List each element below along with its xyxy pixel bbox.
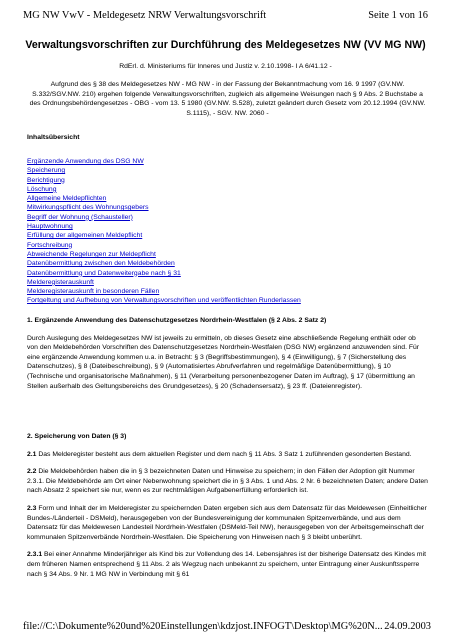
section-1	[27, 316, 428, 391]
section-2-heading: 2. Speicherung von Daten (§ 3)	[27, 433, 127, 440]
toc-item[interactable]	[27, 194, 301, 203]
toc-item[interactable]	[27, 213, 301, 222]
toc-link[interactable]: Melderegisterauskunft	[27, 278, 94, 286]
header-doc-title: MG NW VwV - Meldegesetz NRW Verwaltungsvorschrift	[23, 10, 267, 21]
section-1-body: Durch Auslegung des Meldegesetzes NW ist jeweils zu ermitteln, ob dieses Gesetz eine abschließende Regelung enthält oder ob von den Meldebehörden Vorschriften des Datenschutzgesetzes Nordrhein-Westfalen (DSG NW) ergänzend anzuwenden sind. Für eine ergänzende Anwendung kommen u.a. in Betracht: § 3 (Begriffsbestimmungen), § 4 (Einwilligung), § 7 (Sicherstellung des Datenschutzes), § 8 (Dateibeschreibung), § 9 (Automatisiertes Abrufverfahren und regelmäßige Datenübermittlung), § 10 (Technische und organisatorische Maßnahmen), § 11 (Verarbeitung personenbezogener Daten im Auftrag), § 17 (übermittlung an Stellen außerhalb des Geltungsbereichs des Grundgesetzes), § 20 (Schadensersatz), § 23 ff. (Dateienregister).	[27, 334, 420, 390]
paragraph-text: Die Meldebehörden haben die in § 3 bezeichneten Daten und Hinweise zu speichern; in den Fällen der Adoption gilt Nummer 2.3.1. Die Meldebehörde am Ort einer Nebenwohnung speichert die in § 3 Abs. 1 und Abs. 2 Nr. 6 bezeichneten Daten; andere Daten nach Absatz 2 speichert sie nur, wenn es zur rechtmäßigen Aufgabenerfüllung erforderlich ist.	[27, 468, 428, 495]
toc-link[interactable]: Datenübermittlung und Datenweitergabe nach § 31	[27, 269, 181, 277]
toc-item[interactable]	[27, 296, 301, 305]
toc-item[interactable]	[27, 287, 301, 296]
toc-item[interactable]	[27, 203, 301, 212]
toc-link[interactable]: Datenübermittlung zwischen den Meldebehörden	[27, 260, 175, 268]
header-page-number: Seite 1 von 16	[368, 10, 428, 21]
toc-link[interactable]: Allgemeine Meldepflichten	[27, 195, 107, 203]
paragraph-number: 2.3.1	[27, 551, 43, 559]
preamble: Aufgrund des § 38 des Meldegesetzes NW - MG NW - in der Fassung der Bekanntmachung vom 16. 9 1997 (GV.NW. S.332/SGV.NW. 210) ergehen folgende Verwaltungsvorschriften, zugleich als allgemeine Weisungen nach § 9 Abs. 2 Buchstabe a des Ordnungsbehördengesetzes - OBG - vom 13. 5 1980 (GV.NW. S.528), zuletzt geändert durch Gesetz vom 20.12.1994 (GV.NW. S.1115), - SGV. NW. 2060 -	[29, 81, 426, 117]
paragraph-text: Das Melderegister besteht aus dem aktuellen Register und dem nach § 11 Abs. 3 Satz 1 zuführenden gesonderten Bestand.	[38, 450, 412, 458]
document-title: Verwaltungsvorschriften zur Durchführung des Meldegesetzes NW (VV MG NW)	[25, 39, 426, 51]
toc-item[interactable]	[27, 166, 301, 175]
toc-link[interactable]: Melderegisterauskunft in besonderen Fällen	[27, 288, 160, 296]
paragraph-2-3	[27, 504, 428, 542]
paragraph-2-2	[27, 467, 428, 496]
toc-link[interactable]: Begriff der Wohnung (Schausteller)	[27, 213, 133, 221]
toc-link[interactable]: Erfüllung der allgemeinen Meldepflicht	[27, 232, 143, 240]
toc-link[interactable]: Hauptwohnung	[27, 223, 73, 231]
toc-link[interactable]: Abweichende Regelungen zur Meldepflicht	[27, 250, 156, 258]
paragraph-2-1	[27, 450, 428, 460]
paragraph-text: Form und Inhalt der im Melderegister zu speichernden Daten ergeben sich aus dem Datensatz für das Meldewesen (Einheitlicher Bundes-/Länderteil - DSMeld), herausgegeben von der Bundesvereinigung der kommunalen Spitzenverbände, und aus dem Datensatz für das Meldewesen Landesteil Nordrhein-Westfalen (DSMeld-Teil NW), herausgegeben von der Arbeitsgemeinschaft der kommunalen Spitzenverbände Nordrhein-Westfalen. Die Speicherung von Hinweisen nach § 3 bleibt unberührt.	[27, 504, 427, 541]
toc-item[interactable]	[27, 231, 301, 240]
toc-item[interactable]	[27, 222, 301, 231]
footer-file-path: file://C:\Dokumente%20und%20Einstellungen\kdzjost.INFOGT\Desktop\MG%20N...	[23, 621, 383, 632]
toc-item[interactable]	[27, 269, 301, 278]
toc-item[interactable]	[27, 241, 301, 250]
toc-item[interactable]	[27, 250, 301, 259]
paragraph-2-3-1	[27, 550, 428, 579]
toc-link[interactable]: Berichtigung	[27, 176, 65, 184]
section-2	[27, 432, 428, 579]
section-1-heading: 1. Ergänzende Anwendung des Datenschutzgesetzes Nordrhein-Westfalen (§ 2 Abs. 2 Satz 2)	[27, 317, 327, 324]
toc-item[interactable]	[27, 278, 301, 287]
page-header	[23, 10, 428, 21]
paragraph-text: Bei einer Annahme Minderjähriger als Kind bis zur Vollendung des 14. Lebensjahres ist der bisherige Datensatz des Kindes mit dem früheren Namen entsprechend § 11 Abs. 2 als Wegzug nach unbekannt zu speichern, unter Eintragung einer Auskunftssperre nach § 34 Abs. 9 Nr. 1 MG NW in Verbindung mit § 61	[27, 551, 426, 578]
toc-link[interactable]: Fortschreibung	[27, 241, 73, 249]
toc-link[interactable]: Löschung	[27, 185, 57, 193]
table-of-contents	[27, 157, 301, 306]
paragraph-number: 2.3	[27, 504, 37, 512]
toc-item[interactable]	[27, 157, 301, 166]
footer-date: 24.09.2003	[384, 621, 431, 632]
toc-item[interactable]	[27, 176, 301, 185]
toc-link[interactable]: Mitwirkungspflicht des Wohnungsgebers	[27, 204, 149, 212]
toc-heading: Inhaltsübersicht	[27, 134, 80, 141]
page-footer	[23, 621, 431, 632]
toc-item[interactable]	[27, 259, 301, 268]
toc-link[interactable]: Ergänzende Anwendung des DSG NW	[27, 158, 144, 165]
toc-link[interactable]: Fortgeltung und Aufhebung von Verwaltungsvorschriften und veröffentlichten Runderlassen	[27, 297, 301, 305]
paragraph-number: 2.2	[27, 468, 37, 476]
paragraph-number: 2.1	[27, 450, 37, 458]
toc-item[interactable]	[27, 185, 301, 194]
toc-link[interactable]: Speicherung	[27, 167, 66, 175]
document-subtitle: RdErl. d. Ministeriums für Inneres und Justiz v. 2.10.1998- I A 6/41.12 -	[119, 63, 332, 70]
